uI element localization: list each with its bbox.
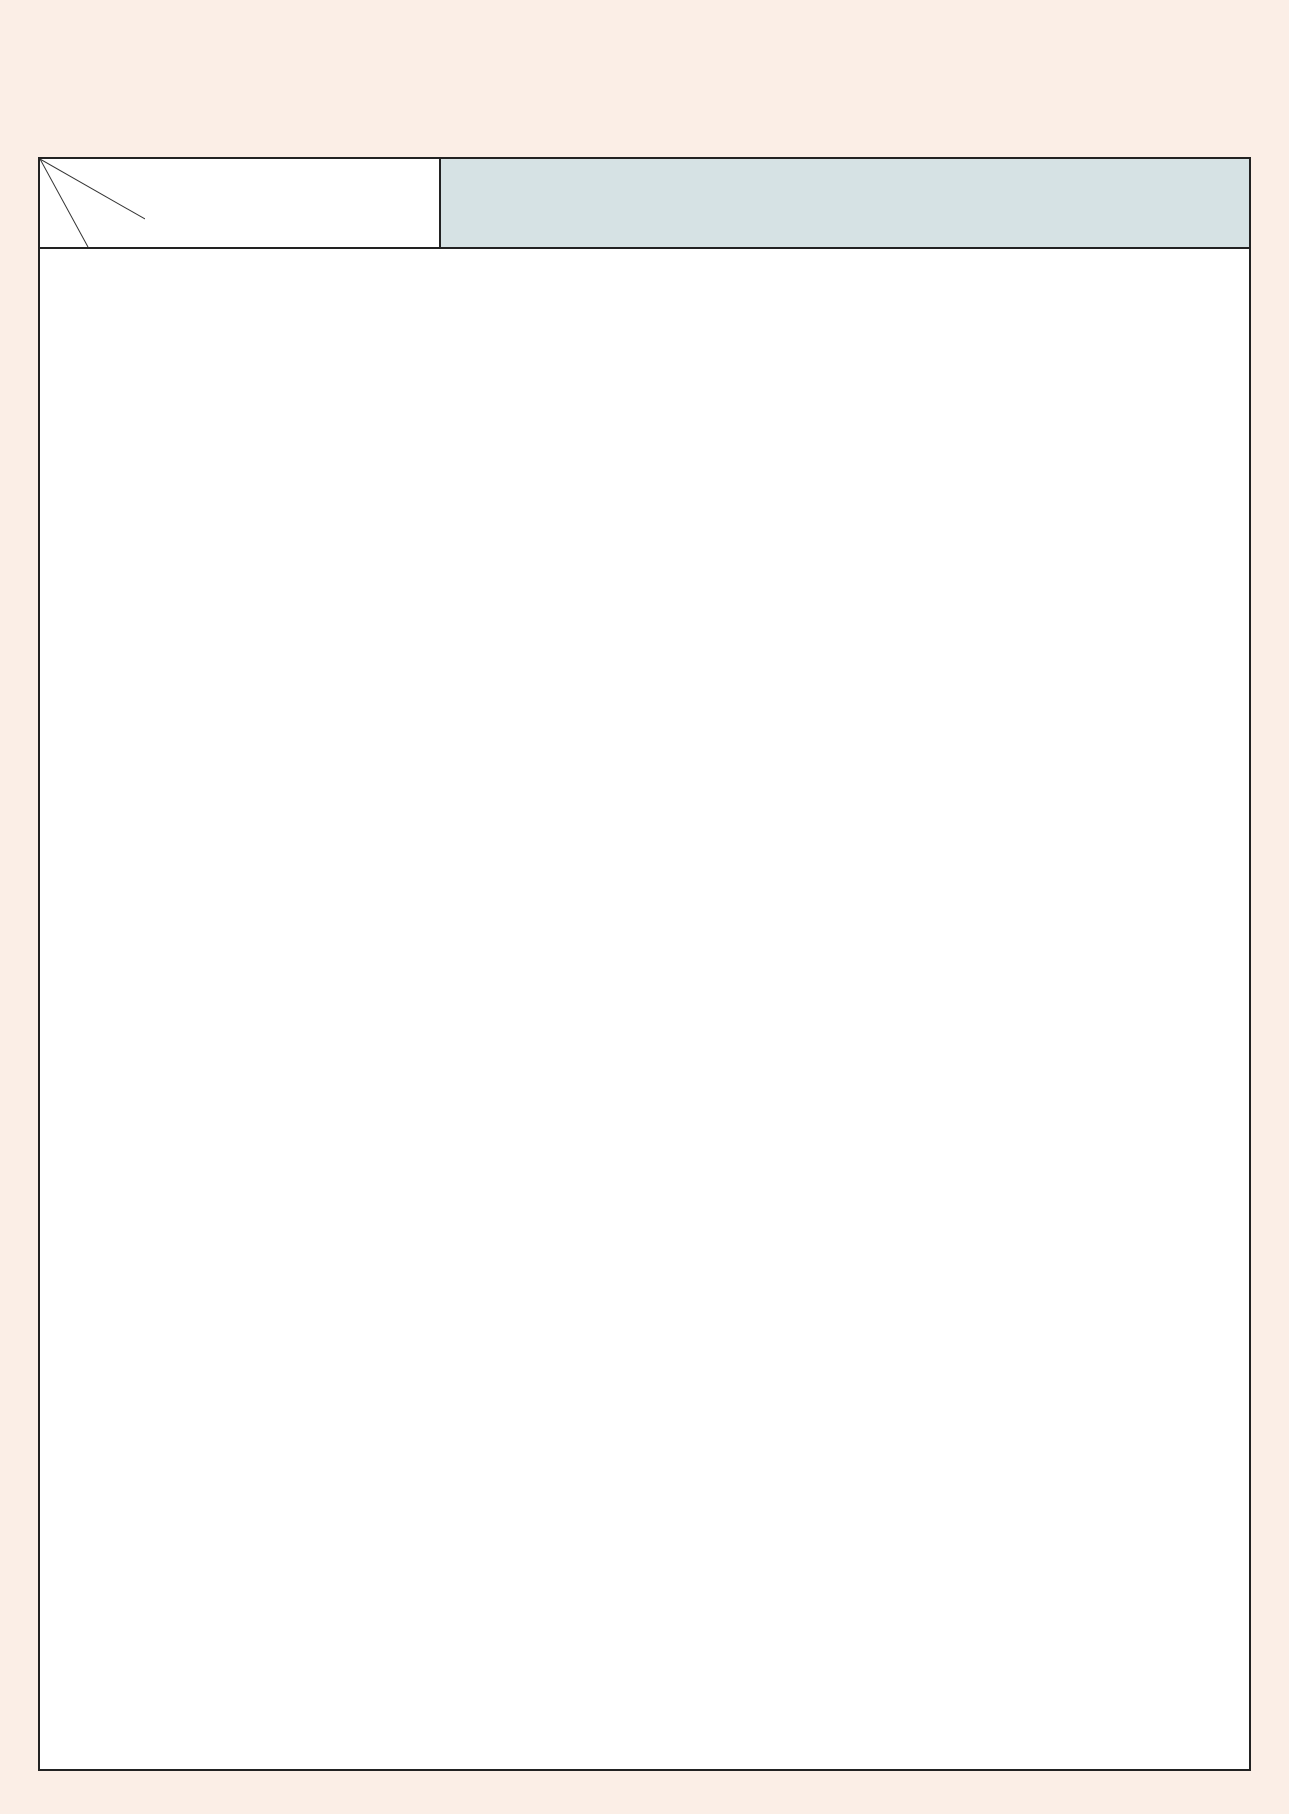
table-header [40,159,1249,249]
header-corner [40,159,145,247]
corner-diagonal-lines [40,159,145,247]
events-header [439,159,1249,247]
calendar-table [38,157,1251,1771]
